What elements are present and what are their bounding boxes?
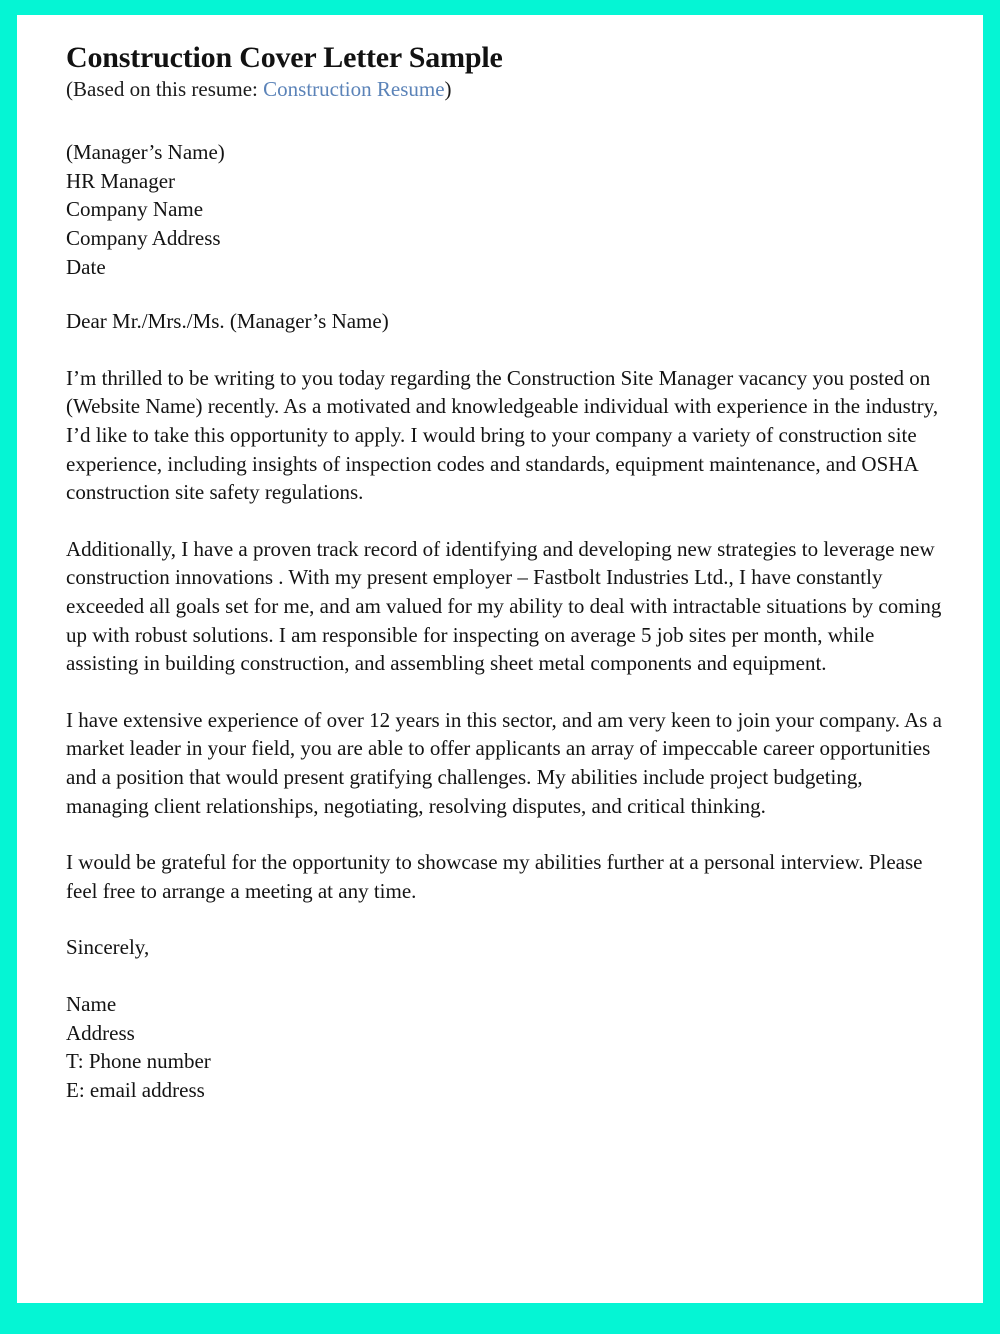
recipient-line: Company Name [66,197,204,222]
document-subtitle [66,76,943,102]
recipient-line: Date [66,254,106,279]
recipient-line: HR Manager [66,168,176,193]
construction-resume-link[interactable]: Construction Resume [263,77,445,101]
body-paragraph: Additionally, I have a proven track record of identifying and developing new strategies to leverage new construction innovations . With my present employer – Fastbolt Industries Ltd., I have constantly exceeded all goals set for me, and am valued for my ability to deal with intractable situations by coming up with robust solutions. I am responsible for inspecting on average 5 job sites per month, while assisting in building construction, and assembling sheet metal components and equipment. [66,536,942,676]
body-paragraph: I’m thrilled to be writing to you today regarding the Construction Site Manager vacancy you posted on (Website Name) recently. As a motivated and knowledgeable individual with experience in the industry, I’d like to take this opportunity to apply. I would bring to your company a variety of construction site experience, including insights of inspection codes and standards, equipment maintenance, and OSHA construction site safety regulations. [66,365,939,505]
page-title: Construction Cover Letter Sample [66,41,503,74]
subtitle-separator: : [252,77,264,101]
signature-line: Name [66,991,117,1016]
recipient-line: (Manager’s Name) [66,140,225,165]
signature-line: T: Phone number [66,1049,211,1074]
subtitle-suffix: ) [444,77,452,101]
document-page [17,15,983,1303]
salutation: Dear Mr./Mrs./Ms. (Manager’s Name) [66,309,389,334]
subtitle-prefix: (Based on this resume [66,77,253,101]
body-paragraph: I would be grateful for the opportunity to showcase my abilities further at a personal interview. Please feel free to arrange a meeting at any time. [66,850,923,903]
recipient-line: Company Address [66,226,221,251]
closing-salutation: Sincerely, [66,935,150,960]
signature-line: Address [66,1020,135,1045]
signature-block [66,990,943,1104]
signature-line: E: email address [66,1077,205,1102]
body-paragraph: I have extensive experience of over 12 years in this sector, and am very keen to join your company. As a market leader in your field, you are able to offer applicants an array of impeccable career opportunities and a position that would present gratifying challenges. My abilities include project budgeting, managing client relationships, negotiating, resolving disputes, and critical thinking. [66,707,943,818]
recipient-address-block [66,138,943,281]
